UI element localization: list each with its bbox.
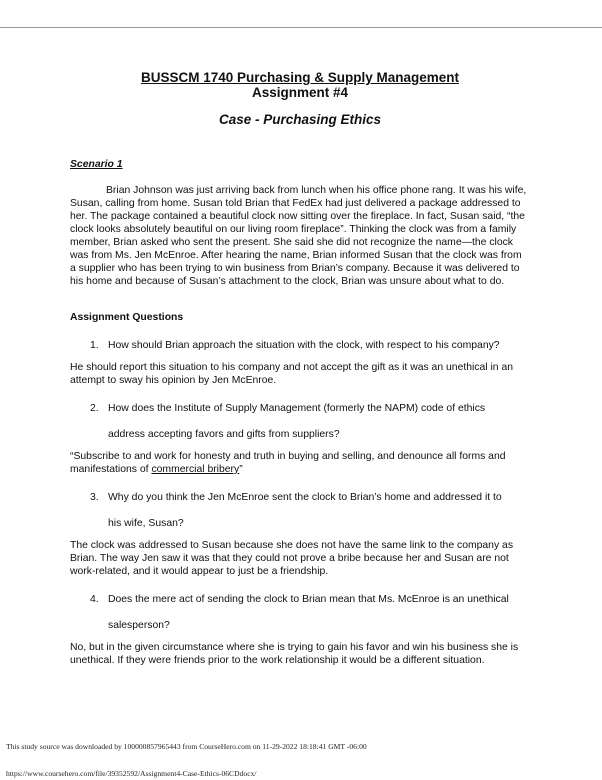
answer-3: The clock was addressed to Susan because she does not have the same link to the company as Brian. The way Jen saw it was that they could not prove a bribe because her and Susan are not work-related, and it would appear to just be a friendship. xyxy=(70,540,514,577)
question-line: How should Brian approach the situation with the clock, with respect to his company? xyxy=(108,340,500,351)
question-number: 2. xyxy=(90,403,99,414)
question-number: 3. xyxy=(90,492,99,503)
question-line: Does the mere act of sending the clock to Brian mean that Ms. McEnroe is an unethical xyxy=(108,594,509,605)
question-text xyxy=(108,593,530,632)
source-url[interactable]: https://www.coursehero.com/file/39352592/Assignment4-Case-Ethics-06CDdocx/ xyxy=(6,769,257,778)
case-title: Case - Purchasing Ethics xyxy=(218,112,382,127)
answer-4: No, but in the given circumstance where she is trying to gain his favor and win his business she is unethical. If they were friends prior to the work relationship it would be a different situation. xyxy=(70,642,519,666)
assignment-title: Assignment #4 xyxy=(251,85,349,100)
question-4 xyxy=(70,593,530,632)
question-3 xyxy=(70,491,530,530)
commercial-bribery-link[interactable]: commercial bribery xyxy=(151,464,240,475)
answer-closing-quote: ” xyxy=(239,464,243,475)
answer-text: “Subscribe to and work for honesty and truth in buying and selling, and denounce all forms and manifestations of xyxy=(70,451,506,475)
question-number: 1. xyxy=(90,340,99,351)
question-2 xyxy=(70,402,530,441)
question-line: Why do you think the Jen McEnroe sent the clock to Brian’s home and addressed it to xyxy=(108,492,502,503)
download-source-note: This study source was downloaded by 100000857965443 from CourseHero.com on 11-29-2022 18:18:41 GMT -06:00 xyxy=(6,742,367,751)
questions-heading: Assignment Questions xyxy=(70,312,184,323)
scenario-heading: Scenario 1 xyxy=(70,159,123,170)
question-line-continued: salesperson? xyxy=(108,620,170,631)
question-text xyxy=(108,339,530,352)
question-text xyxy=(108,402,530,441)
question-line: How does the Institute of Supply Management (formerly the NAPM) code of ethics xyxy=(108,403,486,414)
top-divider xyxy=(0,27,602,28)
question-text xyxy=(108,491,530,530)
document-body xyxy=(70,70,530,667)
question-line-continued: his wife, Susan? xyxy=(108,518,184,529)
scenario-paragraph: Brian Johnson was just arriving back from lunch when his office phone rang. It was his wife, Susan, calling from home. Susan told Brian that FedEx had just delivered a package addressed to her. The package contained a beautiful clock now sitting over the fireplace. In fact, Susan said, “the clock looks absolutely beautiful on our living room fireplace”. Thinking the clock was from a family member, Brian asked who sent the present. She said she did not recognize the name—the clock was from Ms. Jen McEnroe. After hearing the name, Brian informed Susan that the clock was from a supplier who has been trying to win business from Brian’s company. Because it was delivered to his home and because of Susan’s attachment to the clock, Brian was unsure about what to do. xyxy=(70,185,527,287)
answer-1: He should report this situation to his company and not accept the gift as it was an unethical in an attempt to sway his opinion by Jen McEnroe. xyxy=(70,362,514,386)
answer-2 xyxy=(70,450,530,476)
question-1 xyxy=(70,339,530,352)
question-number: 4. xyxy=(90,594,99,605)
question-line-continued: address accepting favors and gifts from suppliers? xyxy=(108,429,340,440)
course-title: BUSSCM 1740 Purchasing & Supply Management xyxy=(140,70,460,85)
